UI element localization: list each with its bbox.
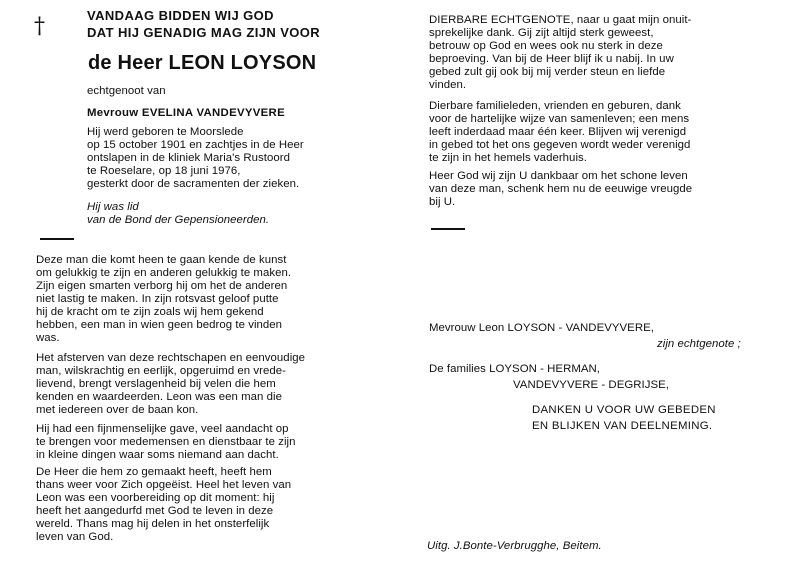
text-line: niet lastig te maken. In zijn rotsvast geloof putte (36, 293, 279, 305)
right-paragraph-1 (429, 14, 691, 92)
text-line: Heer God wij zijn U dankbaar om het schone leven (429, 170, 688, 182)
text-line: EN BLIJKEN VAN DEELNEMING. (532, 420, 713, 432)
printer-credit: Uitg. J.Bonte-Verbrugghe, Beitem. (427, 540, 602, 552)
text-line: lievend, brengt verslagenheid bij velen die hem (36, 378, 276, 390)
text-line: De Heer die hem zo gemaakt heeft, heeft hem (36, 466, 272, 478)
text-line: man, wilskrachtig en eerlijk, opgeruimd en vrede- (36, 365, 286, 377)
right-paragraph-3 (429, 170, 692, 209)
text-line: heeft het aangedurfd met God te leven in deze (36, 505, 274, 517)
divider (40, 238, 74, 240)
widow-role: zijn echtgenote ; (657, 338, 741, 350)
text-line: leven van God. (36, 531, 114, 543)
paragraph-3 (36, 423, 295, 462)
text-line: Hij had een fijnmenselijke gave, veel aandacht op (36, 423, 289, 435)
text-line: Zijn eigen smarten verborg hij om het de anderen (36, 280, 288, 292)
text-line: Hij werd geboren te Moorslede (87, 126, 244, 138)
paragraph-4 (36, 466, 291, 544)
text-line: sprekelijke dank. Gij zijt altijd sterk geweest, (429, 27, 654, 39)
text-line: beproeving. Van bij de Heer blijf ik u nabij. In uw (429, 53, 674, 65)
text-line: voor de hartelijke wijze van samenleven; een mens (429, 113, 690, 125)
text-line: Leon was een voorbereiding op dit moment: hij (36, 492, 275, 504)
text-line: ontslapen in de kliniek Maria's Rustoord (87, 152, 290, 164)
text-line: op 15 october 1901 en zachtjes in de Heer (87, 139, 304, 151)
text-line: hebben, een man in wien geen bedrog te vinden (36, 319, 283, 331)
text-line: betrouw op God en wees ook nu sterk in deze (429, 40, 663, 52)
text-line: vinden. (429, 79, 467, 91)
text-line: te Roeselare, op 18 juni 1976, (87, 165, 241, 177)
text-line: DIERBARE ECHTGENOTE, naar u gaat mijn onuit- (429, 14, 692, 26)
text-line: Hij was lid (87, 201, 139, 213)
deceased-name: de Heer LEON LOYSON (88, 52, 317, 74)
text-line: DANKEN U VOOR UW GEBEDEN (532, 404, 716, 416)
intro-prayer (87, 7, 320, 41)
text-line: leeft inderdaad maar één keer. Blijven wij verenigd (429, 126, 687, 138)
text-line: bij U. (429, 196, 456, 208)
text-line: om gelukkig te zijn en anderen gelukkig te maken. (36, 267, 292, 279)
text-line: gesterkt door de sacramenten der zieken. (87, 178, 300, 190)
text-line: Dierbare familieleden, vrienden en geburen, dank (429, 100, 681, 112)
text-line: kenden en waardeerden. Leon was een man die (36, 391, 282, 403)
text-line: met iedereen over de baan kon. (36, 404, 199, 416)
birth-details (87, 126, 304, 191)
families-line-2: VANDEVYVERE - DEGRIJSE, (513, 379, 670, 391)
intro-line: VANDAAG BIDDEN WIJ GOD (87, 8, 274, 23)
families-line-1: De families LOYSON - HERMAN, (429, 363, 601, 375)
spouse-intro: echtgenoot van (87, 85, 166, 97)
text-line: van deze man, schenk hem nu de eeuwige vreugde (429, 183, 693, 195)
text-line: te zijn in het hemels vaderhuis. (429, 152, 587, 164)
text-line: van de Bond der Gepensioneerden. (87, 214, 270, 226)
paragraph-2 (36, 352, 305, 417)
divider (431, 228, 465, 230)
thanks-message (532, 404, 716, 433)
spouse-name: Mevrouw EVELINA VANDEVYVERE (87, 107, 285, 119)
text-line: Deze man die komt heen te gaan kende de kunst (36, 254, 287, 266)
paragraph-1 (36, 254, 291, 345)
right-paragraph-2 (429, 100, 690, 165)
intro-line: DAT HIJ GENADIG MAG ZIJN VOOR (87, 25, 321, 40)
widow-line: Mevrouw Leon LOYSON - VANDEVYVERE, (429, 322, 654, 334)
text-line: te brengen voor medemensen en dienstbaar te zijn (36, 436, 296, 448)
text-line: wereld. Thans mag hij delen in het onsterfelijk (36, 518, 270, 530)
cross-icon: † (34, 14, 45, 39)
membership (87, 201, 269, 227)
text-line: hij de kracht om te zijn zoals wij hem gekend (36, 306, 264, 318)
text-line: gebed zult gij ook bij mij verder steun en liefde (429, 66, 666, 78)
text-line: Het afsterven van deze rechtschapen en eenvoudige (36, 352, 306, 364)
text-line: thans weer voor Zich opgeëist. Heel het leven van (36, 479, 292, 491)
text-line: in kleine dingen waar soms niemand aan dacht. (36, 449, 279, 461)
text-line: in gebed tot het ons gegeven wordt weder verenigd (429, 139, 691, 151)
text-line: was. (36, 332, 60, 344)
